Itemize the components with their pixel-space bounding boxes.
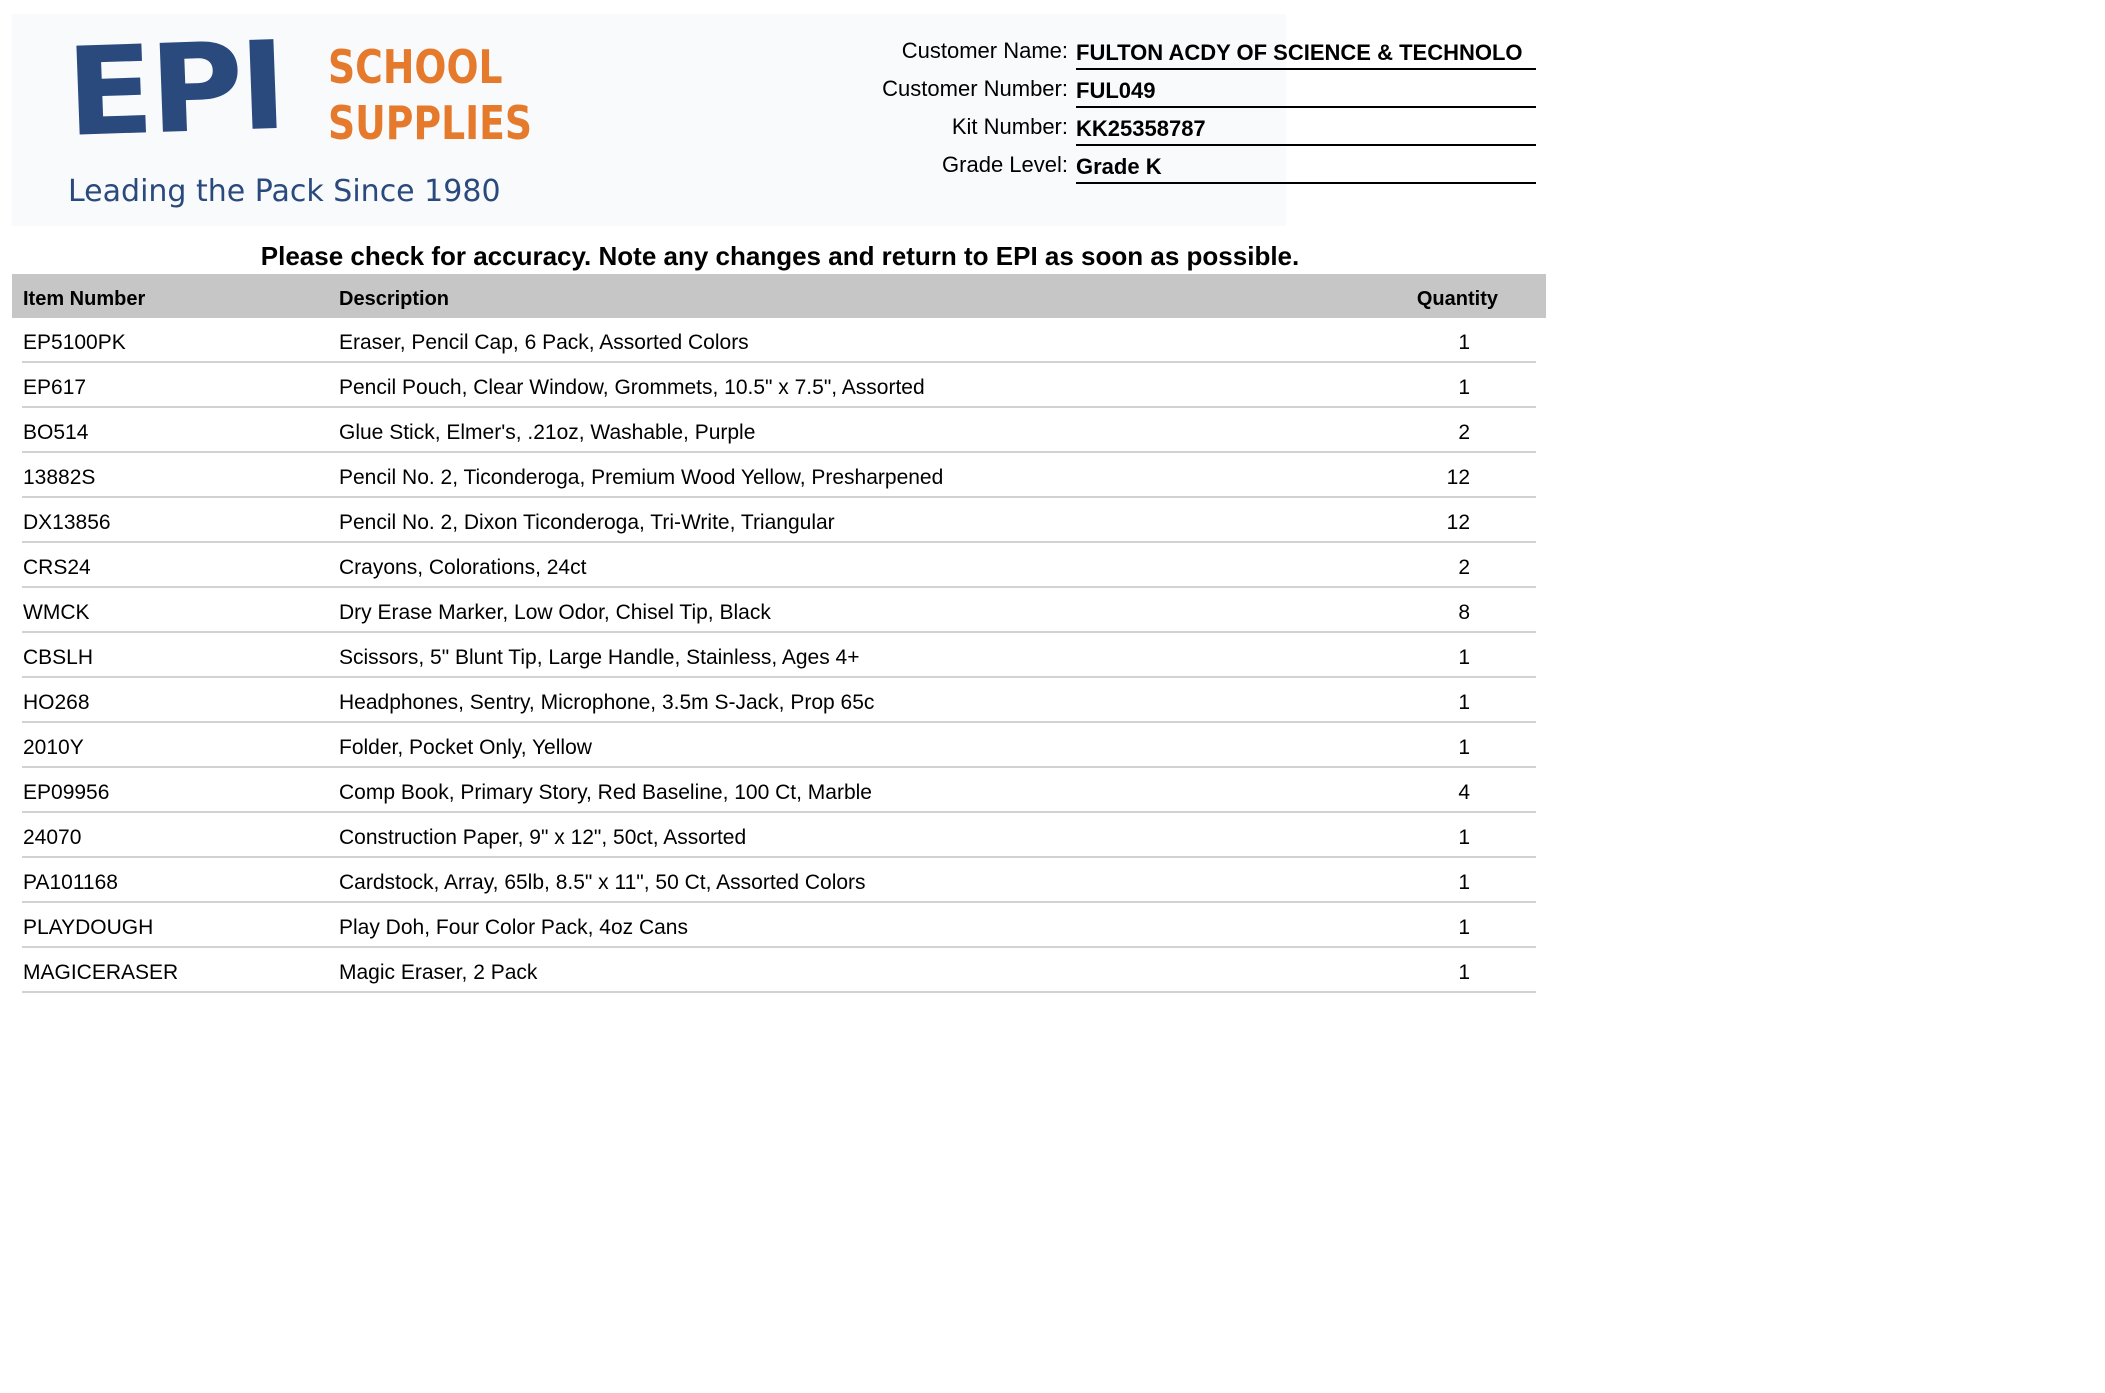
item-number-cell: EP09956 xyxy=(23,781,110,804)
quantity-cell: 1 xyxy=(1458,736,1470,759)
customer-name-row xyxy=(780,34,1540,72)
description-cell: Pencil No. 2, Dixon Ticonderoga, Tri-Write, Triangular xyxy=(339,511,835,534)
quantity-cell: 2 xyxy=(1458,556,1470,579)
table-row xyxy=(22,768,1536,813)
description-cell: Pencil Pouch, Clear Window, Grommets, 10.5" x 7.5", Assorted xyxy=(339,376,925,399)
customer-name-value: FULTON ACDY OF SCIENCE & TECHNOLO xyxy=(1076,38,1536,70)
item-number-cell: CRS24 xyxy=(23,556,91,579)
table-row xyxy=(22,498,1536,543)
item-number-cell: DX13856 xyxy=(23,511,111,534)
quantity-cell: 1 xyxy=(1458,871,1470,894)
description-cell: Crayons, Colorations, 24ct xyxy=(339,556,587,579)
quantity-cell: 12 xyxy=(1446,511,1470,534)
quantity-cell: 1 xyxy=(1458,646,1470,669)
quantity-cell: 1 xyxy=(1458,691,1470,714)
item-number-cell: 2010Y xyxy=(23,736,84,759)
description-cell: Folder, Pocket Only, Yellow xyxy=(339,736,592,759)
description-cell: Comp Book, Primary Story, Red Baseline, 100 Ct, Marble xyxy=(339,781,872,804)
item-number-cell: PLAYDOUGH xyxy=(23,916,154,939)
table-row xyxy=(22,363,1536,408)
description-cell: Magic Eraser, 2 Pack xyxy=(339,961,538,984)
kit-number-value: KK25358787 xyxy=(1076,114,1536,146)
table-row xyxy=(22,318,1536,363)
item-number-cell: BO514 xyxy=(23,421,89,444)
description-cell: Dry Erase Marker, Low Odor, Chisel Tip, Black xyxy=(339,601,771,624)
table-row xyxy=(22,678,1536,723)
description-cell: Construction Paper, 9" x 12", 50ct, Assorted xyxy=(339,826,747,849)
grade-level-value: Grade K xyxy=(1076,152,1536,184)
logo-school-text: SCHOOL xyxy=(328,40,503,94)
item-number-cell: HO268 xyxy=(23,691,90,714)
table-row xyxy=(22,543,1536,588)
quantity-cell: 12 xyxy=(1446,466,1470,489)
header-item-number: Item Number xyxy=(23,288,146,310)
description-cell: Scissors, 5" Blunt Tip, Large Handle, Stainless, Ages 4+ xyxy=(339,646,860,669)
table-row xyxy=(22,408,1536,453)
quantity-cell: 2 xyxy=(1458,421,1470,444)
table-row xyxy=(22,633,1536,678)
items-table-body xyxy=(22,318,1536,993)
table-row xyxy=(22,723,1536,768)
item-number-cell: 24070 xyxy=(23,826,82,849)
description-cell: Play Doh, Four Color Pack, 4oz Cans xyxy=(339,916,688,939)
quantity-cell: 1 xyxy=(1458,916,1470,939)
quantity-cell: 8 xyxy=(1458,601,1470,624)
table-row xyxy=(22,858,1536,903)
table-header xyxy=(12,274,1546,318)
quantity-cell: 1 xyxy=(1458,961,1470,984)
logo-brand-text: EPI xyxy=(63,14,286,164)
description-cell: Headphones, Sentry, Microphone, 3.5m S-Jack, Prop 65c xyxy=(339,691,875,714)
item-number-cell: PA101168 xyxy=(23,871,118,894)
item-number-cell: WMCK xyxy=(23,601,90,624)
header-description: Description xyxy=(339,288,450,310)
kit-number-row xyxy=(780,110,1540,148)
customer-number-row xyxy=(780,72,1540,110)
description-cell: Glue Stick, Elmer's, .21oz, Washable, Purple xyxy=(339,421,756,444)
description-cell: Pencil No. 2, Ticonderoga, Premium Wood Yellow, Presharpened xyxy=(339,466,944,489)
table-row xyxy=(22,813,1536,858)
grade-level-row xyxy=(780,148,1540,186)
table-row xyxy=(22,903,1536,948)
grade-level-label: Grade Level: xyxy=(942,152,1068,177)
item-number-cell: EP5100PK xyxy=(23,331,126,354)
logo-supplies-text: SUPPLIES xyxy=(328,96,533,150)
accuracy-notice: Please check for accuracy. Note any changes and return to EPI as soon as possible. xyxy=(260,241,1300,271)
quantity-cell: 1 xyxy=(1458,826,1470,849)
item-number-cell: EP617 xyxy=(23,376,87,399)
header-quantity: Quantity xyxy=(1416,288,1498,310)
description-cell: Cardstock, Array, 65lb, 8.5" x 11", 50 Ct, Assorted Colors xyxy=(339,871,866,894)
item-number-cell: 13882S xyxy=(23,466,96,489)
item-number-cell: CBSLH xyxy=(23,646,94,669)
customer-name-label: Customer Name: xyxy=(901,38,1068,63)
quantity-cell: 4 xyxy=(1458,781,1470,804)
logo-tagline: Leading the Pack Since 1980 xyxy=(68,174,501,209)
kit-number-label: Kit Number: xyxy=(951,114,1068,139)
table-row xyxy=(22,948,1536,993)
table-row xyxy=(22,453,1536,498)
item-number-cell: MAGICERASER xyxy=(23,961,179,984)
customer-info xyxy=(780,34,1540,186)
quantity-cell: 1 xyxy=(1458,331,1470,354)
customer-number-label: Customer Number: xyxy=(882,76,1068,101)
description-cell: Eraser, Pencil Cap, 6 Pack, Assorted Colors xyxy=(339,331,749,354)
quantity-cell: 1 xyxy=(1458,376,1470,399)
epi-logo xyxy=(63,14,534,218)
customer-number-value: FUL049 xyxy=(1076,76,1536,108)
table-row xyxy=(22,588,1536,633)
